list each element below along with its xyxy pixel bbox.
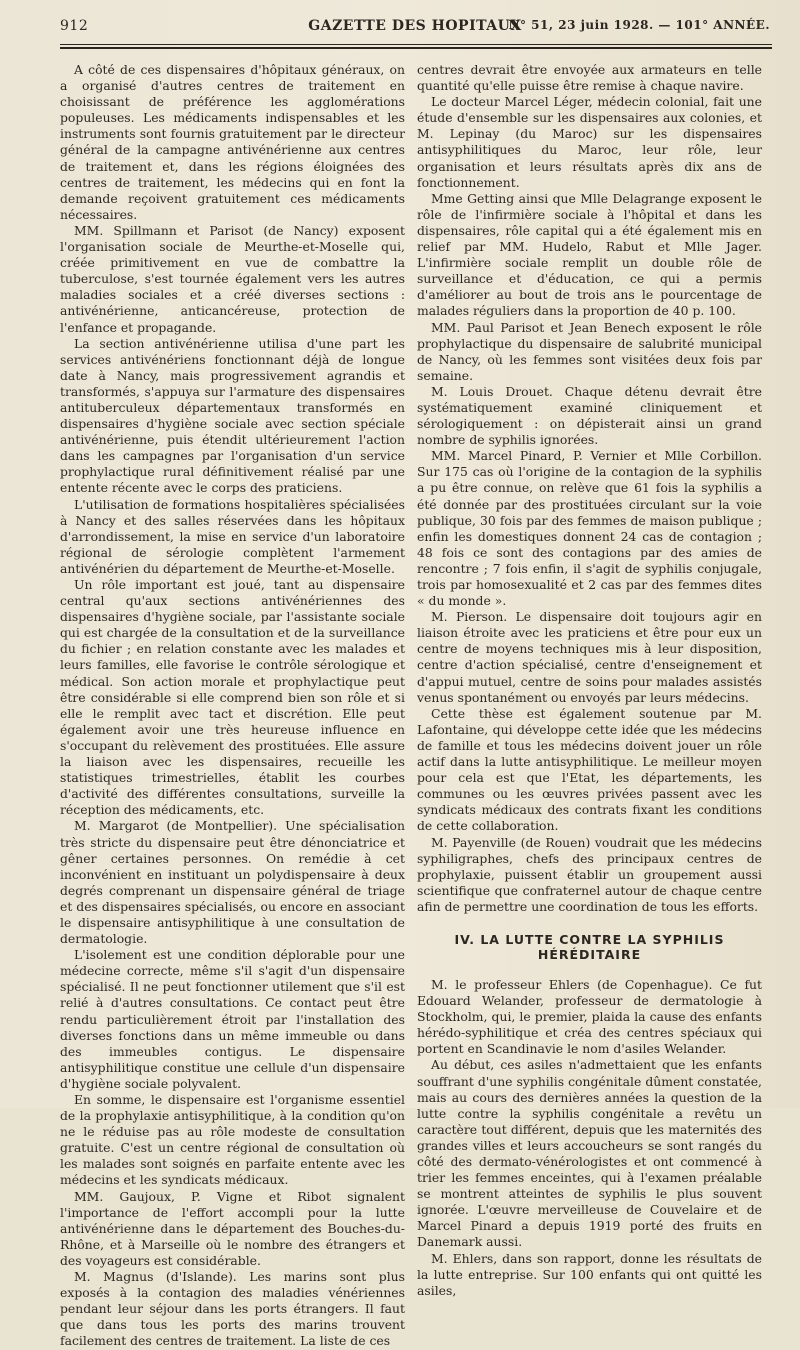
paragraph: M. Ehlers, dans son rapport, donne les résultats de la lutte entreprise. Sur 100 enfants qui ont quitté les asiles, <box>417 1250 762 1298</box>
section-heading <box>417 932 762 962</box>
paragraph: MM. Gaujoux, P. Vigne et Ribot signalent l'importance de l'effort accompli pour la lutte antivénérienne dans le département des Bouches-du-Rhône, et à Marseille où le nombre des étrangers et des voyageurs est considérable. <box>60 1188 405 1268</box>
paragraph: Mme Getting ainsi que Mlle Delagrange exposent le rôle de l'infirmière sociale à l'hôpital et dans les dispensaires, rôle capital qui a été également mis en relief par MM. Hudelo, Rabut et Mlle Jager. L'infirmière sociale remplit un double rôle de surveillance et d'éducation, ce qui a permis d'améliorer au bout de trois ans le pourcentage de malades réguliers dans la proportion de 40 p. 100. <box>417 190 762 319</box>
paragraph: L'isolement est une condition déplorable pour une médecine correcte, même s'il s'agit d'un dispensaire spécialisé. Il ne peut fonctionner utilement que s'il est relié à d'autres consultations. Ce contact peut être rendu particulièrement étroit par l'installation des diverses fonctions dans un même immeuble ou dans des immeubles contigus. Le dispensaire antisyphilitique constitue une cellule d'un dispensaire d'hygiène sociale polyvalent. <box>60 947 405 1091</box>
paragraph: centres devrait être envoyée aux armateurs en telle quantité qu'elle puisse être remise à chaque navire. <box>417 62 762 94</box>
paragraph: Au début, ces asiles n'admettaient que les enfants souffrant d'une syphilis congénitale dûment constatée, mais au cours des dernières années la question de la lutte contre la syphilis congénitale a revêtu un caractère tout différent, depuis que les maternités des grandes villes et leurs accoucheurs se sont rangés du côté des dermato-vénérologistes et ont commencé à trier les femmes enceintes, qui à l'examen préalable se montrent atteintes de syphilis le plus souvent ignorée. L'œuvre merveilleuse de Couvelaire et de Marcel Pinard a depuis 1919 porté des fruits en Danemark aussi. <box>417 1057 762 1250</box>
paragraph: Le docteur Marcel Léger, médecin colonial, fait une étude d'ensemble sur les dispensaires aux colonies, et M. Lepinay (du Maroc) sur les dispensaires antisyphilitiques du Maroc, leur rôle, leur organisation et leurs résultats après dix ans de fonctionnement. <box>417 94 762 190</box>
journal-title: GAZETTE DES HOPITAUX <box>308 18 522 34</box>
paragraph: MM. Spillmann et Parisot (de Nancy) exposent l'organisation sociale de Meurthe-et-Moselle qui, créée primitivement en vue de combattre la tuberculose, s'est tournée également vers les autres maladies sociales et a créé diverses sections : antivénérienne, anticancéreuse, protection de l'enfance et propagande. <box>60 222 405 335</box>
right-column <box>417 62 762 1299</box>
paragraph: M. Payenville (de Rouen) voudrait que les médecins syphiligraphes, chefs des principaux centres de prophylaxie, puissent établir un groupement aussi scientifique que confraternel autour de chaque centre afin de permettre une coordination de tous les efforts. <box>417 834 762 914</box>
paragraph: Cette thèse est également soutenue par M. Lafontaine, qui développe cette idée que les médecins de famille et tous les médecins doivent jouer un rôle actif dans la lutte antisyphilitique. Le meilleur moyen pour cela est que l'Etat, les départements, les communes ou les œuvres privées passent avec les syndicats médicaux des contrats fixant les conditions de cette collaboration. <box>417 705 762 834</box>
paragraph: M. Margarot (de Montpellier). Une spécialisation très stricte du dispensaire peut être dénonciatrice et gêner certaines personnes. On remédie à cet inconvénient en instituant un polydispensaire à deux degrés comprenant un dispensaire général de triage et des dispensaires spécialisés, ou encore en associant le dispensaire antisyphilitique à une consultation de dermatologie. <box>60 818 405 947</box>
paragraph: L'utilisation de formations hospitalières spécialisées à Nancy et des salles réservées dans les hôpitaux d'arrondissement, la mise en service d'un laboratoire régional de sérologie complètent l'armement antivénérien du département de Meurthe-et-Moselle. <box>60 496 405 576</box>
paragraph: La section antivénérienne utilisa d'une part les services antivénériens fonctionnant déjà de longue date à Nancy, mais progressivement agrandis et transformés, s'appuya sur l'armature des dispensaires antituberculeux départementaux transformés en dispensaires d'hygiène sociale avec section spéciale antivénérienne, puis étendit ultérieurement l'action dans les campagnes par l'organisation d'un service prophylactique rural définitivement réalisé par une entente récente avec le corps des praticiens. <box>60 335 405 496</box>
page-number: 912 <box>60 18 89 34</box>
left-column <box>60 62 405 1350</box>
paragraph: M. Pierson. Le dispensaire doit toujours agir en liaison étroite avec les praticiens et être pour eux un centre de moyens techniques mis à leur disposition, centre d'action spécialisé, centre d'enseignement et d'appui mutuel, centre de soins pour malades assistés venus spontanément ou envoyés par leurs médecins. <box>417 609 762 705</box>
paragraph: M. le professeur Ehlers (de Copenhague). Ce fut Edouard Welander, professeur de dermatologie à Stockholm, qui, le premier, plaida la cause des enfants hérédo-syphilitique et créa des centres spéciaux qui portent en Scandinavie le nom d'asiles Welander. <box>417 976 762 1057</box>
paragraph: MM. Paul Parisot et Jean Benech exposent le rôle prophylactique du dispensaire de salubrité municipal de Nancy, où les femmes sont visitées deux fois par semaine. <box>417 319 762 383</box>
section-heading-line: IV. LA LUTTE CONTRE LA SYPHILIS <box>454 931 725 947</box>
page-header <box>60 18 770 40</box>
paragraph: En somme, le dispensaire est l'organisme essentiel de la prophylaxie antisyphilitique, à la condition qu'on ne le réduise pas au rôle modeste de consultation gratuite. C'est un centre régional de consultation où les malades sont soignés en parfaite entente avec les médecins et les syndicats médicaux. <box>60 1092 405 1188</box>
paragraph: M. Louis Drouet. Chaque détenu devrait être systématiquement examiné cliniquement et sérologiquement : on dépisterait ainsi un grand nombre de syphilis ignorées. <box>417 383 762 448</box>
header-rule <box>60 44 772 49</box>
paragraph: A côté de ces dispensaires d'hôpitaux généraux, on a organisé d'autres centres de traitement en choisissant de préférence les agglomérations populeuses. Les médicaments indispensables et les instruments sont fournis gratuitement par le directeur général de la campagne antivénérienne aux centres de traitement et, dans les régions éloignées des centres de traitement, les médecins qui en font la demande reçoivent gratuitement ces médicaments nécessaires. <box>60 62 405 222</box>
issue-info: N° 51, 23 juin 1928. — 101° ANNÉE. <box>508 18 770 32</box>
section-heading-line: HÉRÉDITAIRE <box>537 946 642 962</box>
paragraph: M. Magnus (d'Islande). Les marins sont plus exposés à la contagion des maladies vénériennes pendant leur séjour dans les ports étrangers. Il faut que dans tous les ports des marins trouvent facilement des centres de traitement. La liste de ces <box>60 1269 405 1349</box>
paragraph: Un rôle important est joué, tant au dispensaire central qu'aux sections antivénériennes des dispensaires d'hygiène sociale, par l'assistante sociale qui est chargée de la consultation et de la surveillance du fichier ; en relation constante avec les malades et leurs familles, elle favorise le contrôle sérologique et médical. Son action morale et prophylactique peut être considérable si elle comprend bien son rôle et si elle le remplit avec tact et discrétion. Elle peut également avoir une très heureuse influence en s'occupant du relèvement des prostituées. Elle assure la liaison avec les dispensaires, recueille les statistiques trimestrielles, établit les courbes d'activité des différentes consultations, surveille la réception des médicaments, etc. <box>60 577 405 818</box>
paragraph: MM. Marcel Pinard, P. Vernier et Mlle Corbillon. Sur 175 cas où l'origine de la contagion de la syphilis a pu être connue, on relève que 61 fois la syphilis a été donnée par des prostituées circulant sur la voie publique, 30 fois par des femmes de maison publique ; enfin les domestiques donnent 24 cas de contagion ; 48 fois ce sont des contagions par des amies de rencontre ; 7 fois enfin, il s'agit de syphilis conjugale, trois par homosexualité et 2 cas par des femmes dites « du monde ». <box>417 448 762 609</box>
